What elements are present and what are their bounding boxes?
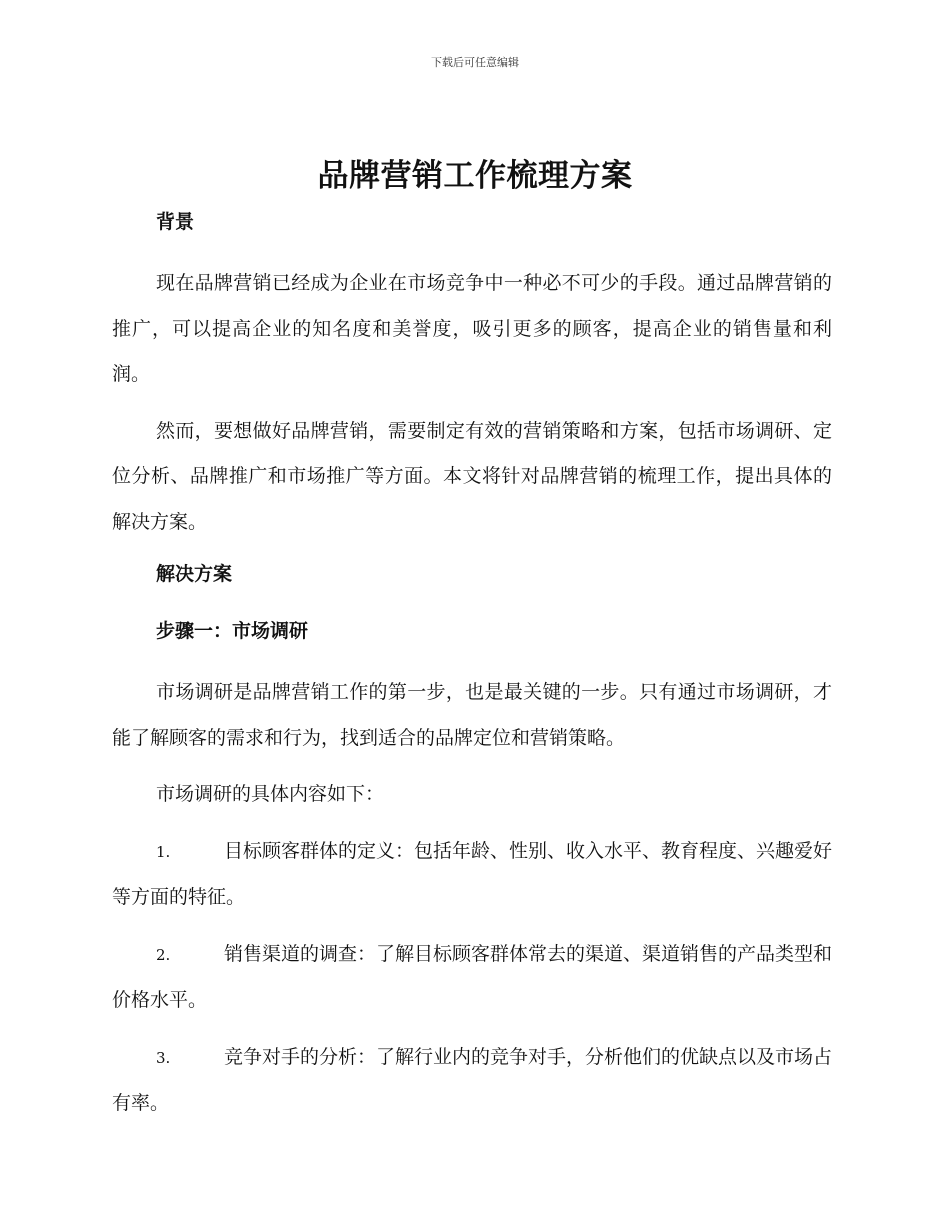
solution-heading: 解决方案 — [156, 563, 233, 585]
background-paragraph-2: 然而，要想做好品牌营销，需要制定有效的营销策略和方案，包括市场调研、定位分析、品牌推广和市场推广等方面。本文将针对品牌营销的梳理工作，提出具体的解决方案。 — [112, 419, 832, 533]
list-item-number: 2. — [156, 945, 171, 964]
document-title: 品牌营销工作梳理方案 — [317, 158, 633, 194]
background-paragraph-1: 现在品牌营销已经成为企业在市场竞争中一种必不可少的手段。通过品牌营销的推广，可以提高企业的知名度和美誉度，吸引更多的顾客，提高企业的销售量和利润。 — [112, 272, 832, 385]
background-heading: 背景 — [156, 211, 195, 233]
list-item — [112, 932, 832, 1024]
list-item-number: 3. — [156, 1048, 171, 1067]
list-item-text: 竞争对手的分析：了解行业内的竞争对手，分析他们的优缺点以及市场占有率。 — [112, 1045, 833, 1114]
list-item — [112, 829, 832, 921]
step1-heading: 步骤一：市场调研 — [156, 620, 309, 642]
header-note: 下载后可任意编辑 — [431, 56, 519, 69]
step1-paragraph-1: 市场调研是品牌营销工作的第一步，也是最关键的一步。只有通过市场调研，才能了解顾客的需求和行为，找到适合的品牌定位和营销策略。 — [112, 681, 832, 749]
list-item-text: 目标顾客群体的定义：包括年龄、性别、收入水平、教育程度、兴趣爱好等方面的特征。 — [112, 839, 833, 908]
list-item-number: 1. — [156, 842, 171, 861]
list-item — [112, 1035, 832, 1127]
step1-paragraph-2: 市场调研的具体内容如下： — [156, 783, 385, 805]
list-item-text: 销售渠道的调查：了解目标顾客群体常去的渠道、渠道销售的产品类型和价格水平。 — [112, 942, 833, 1011]
document-body — [112, 204, 832, 1138]
